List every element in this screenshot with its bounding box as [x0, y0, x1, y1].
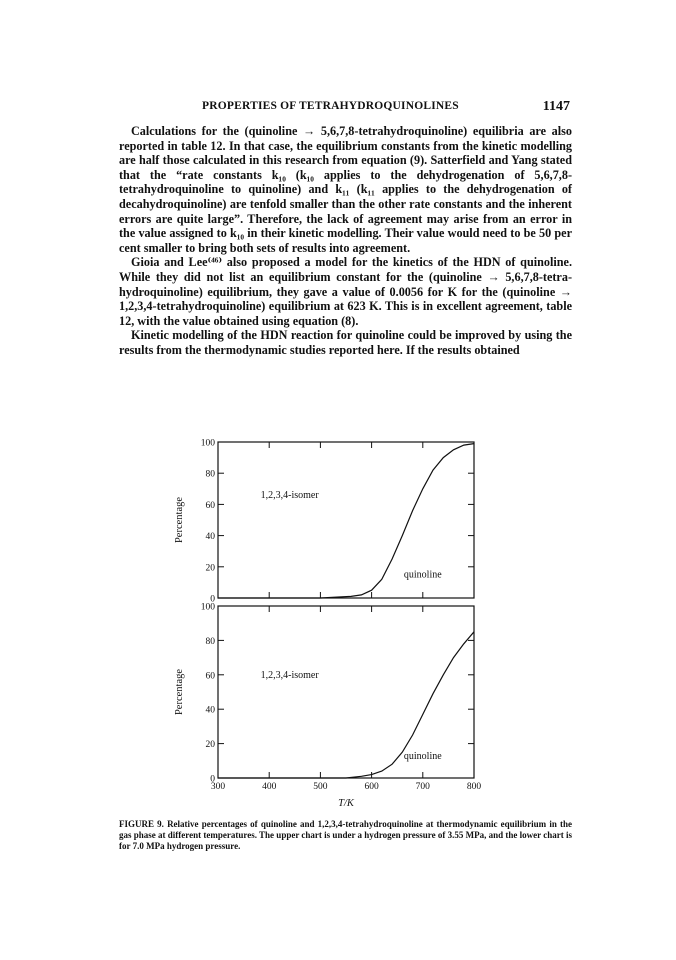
y-axis-label: Percentage — [174, 496, 185, 544]
y-tick-label: 20 — [205, 740, 215, 751]
x-tick-label: 700 — [415, 782, 430, 792]
figure-9-charts — [170, 436, 500, 812]
paragraph: Calculations for the (quinoline → 5,6,7,8-tetrahydroquinoline) equilibria are also reported in table 12. In that case, the equilibrium constants from the kinetic modelling are half those calculated in this research from equation (9). Satterfield and Yang stated that the “rate constants k₁₀ (k₁₀ applies to the dehydrogenation of 5,6,7,8-tetrahydroquinoline to quinoline) and k₁₁ (k₁₁ applies to the dehydrogenation of decahydroquinoline) are tenfold smaller than the other rate constants and the inherent errors are quite large”. Therefore, the lack of agreement may arise from an error in the value assigned to k₁₀ in their kinetic modelling. Their value would need to be 50 per cent smaller to bring both sets of results into agreement. — [119, 124, 572, 255]
annotation-quinoline: quinoline — [403, 569, 442, 581]
page-header — [120, 100, 570, 120]
y-tick-label: 100 — [200, 438, 215, 449]
y-tick-label: 80 — [205, 636, 215, 647]
figure-caption — [119, 819, 572, 853]
y-tick-label: 0 — [210, 594, 215, 605]
x-tick-label: 300 — [210, 782, 226, 792]
x-axis-label: T/K — [338, 798, 354, 809]
x-tick-label: 500 — [313, 782, 328, 792]
x-tick-label: 800 — [466, 782, 482, 792]
paragraph: Gioia and Lee⁽⁴⁶⁾ also proposed a model for the kinetics of the HDN of quinoline. While they did not list an equilibrium constant for the (quinoline → 5,6,7,8-tetra-hydroquinoline) equilibrium, they gave a value of 0.0056 for K for the (quinoline → 1,2,3,4-tetrahydroquinoline) equilibrium at 623 K. This is in excellent agreement, table 12, with the value obtained using equation (8). — [119, 255, 572, 328]
y-tick-label: 0 — [210, 774, 215, 785]
y-tick-label: 60 — [205, 500, 215, 511]
y-tick-label: 40 — [205, 532, 215, 543]
annotation-isomer: 1,2,3,4-isomer — [260, 670, 319, 682]
annotation-isomer: 1,2,3,4-isomer — [260, 490, 319, 502]
y-tick-label: 60 — [205, 671, 215, 682]
y-tick-label: 100 — [200, 602, 215, 613]
annotation-quinoline: quinoline — [403, 751, 442, 763]
y-axis-label: Percentage — [174, 668, 185, 716]
x-tick-label: 400 — [262, 782, 277, 792]
x-tick-label: 600 — [364, 782, 379, 792]
running-title: PROPERTIES OF TETRAHYDROQUINOLINES — [202, 100, 459, 112]
y-tick-label: 40 — [205, 705, 215, 716]
y-tick-label: 80 — [205, 469, 215, 480]
caption-text: Relative percentages of quinoline and 1,2,3,4-tetrahydroquinoline at thermodynamic equilibrium in the gas phase at different temperatures. The upper chart is under a hydrogen pressure of 3.55 MPa, and the lower chart is for 7.0 MPa hydrogen pressure. — [119, 819, 572, 852]
page-number: 1147 — [542, 99, 570, 114]
y-tick-label: 20 — [205, 563, 215, 574]
figure-9 — [170, 436, 500, 812]
paragraph: Kinetic modelling of the HDN reaction for quinoline could be improved by using the results from the thermodynamic studies reported here. If the results obtained — [119, 328, 572, 357]
body-text — [119, 124, 572, 358]
caption-label: FIGURE 9. — [119, 819, 164, 829]
